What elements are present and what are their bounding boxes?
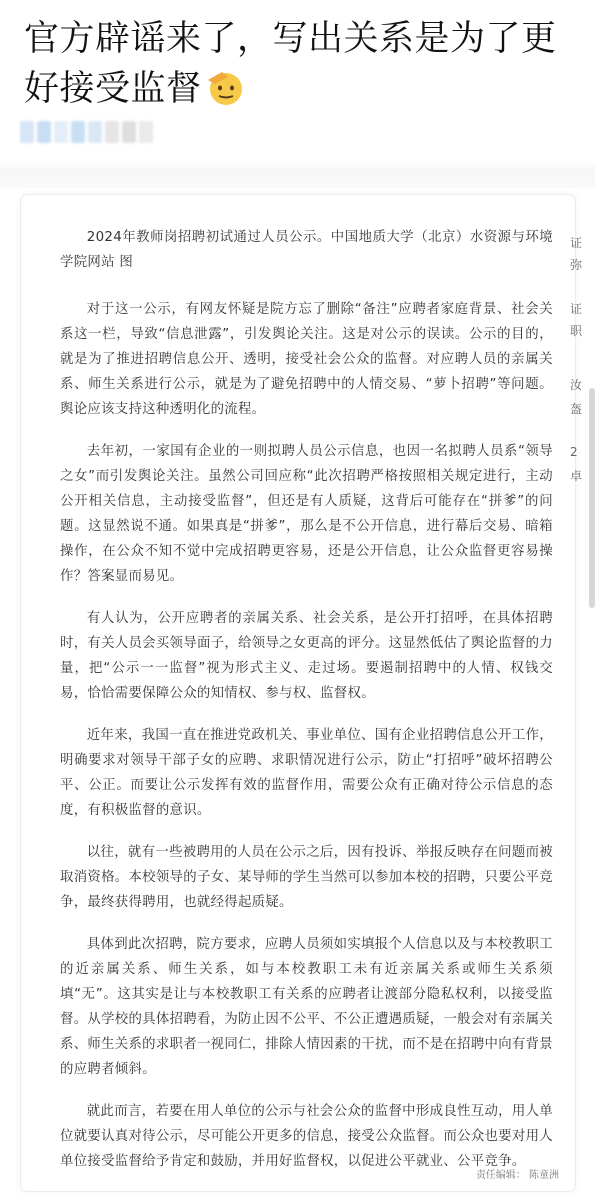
separator-band [0, 160, 595, 188]
side-char: 卓 [570, 469, 583, 483]
article-paragraph: 具体到此次招聘，院方要求，应聘人员须如实填报个人信息以及与本校教职工的近亲属关系、师生关系，如与本校教职工未有近亲属关系或师生关系须填“无”。这其实是让与本校教职工有关系的应聘者让渡部分隐私权利，以接受监督。从学校的具体招聘看，为防止因不公平、不公正遭遇质疑，一般会对有亲属关系、师生关系的求职者一视同仁，排除人情因素的干扰，而不是在招聘中向有背景的应聘者倾斜。 [60, 937, 553, 1077]
side-char: 职 [570, 324, 583, 338]
side-char: 弥 [570, 258, 583, 272]
article-paragraph: 近年来，我国一直在推进党政机关、事业单位、国有企业招聘信息公开工作，明确要求对领导干部子女的应聘、求职情况进行公示，防止“打招呼”破坏招聘公平、公正。而要让公示发挥有效的监督作用，需要公众有正确对待公示信息的态度，有积极监督的意识。 [60, 728, 553, 818]
scrollbar-thumb[interactable] [589, 388, 595, 608]
side-char: 汝 [570, 378, 583, 392]
article-paragraph: 就此而言，若要在用人单位的公示与社会公众的监督中形成良性互动，用人单位就要认真对待公示，尽可能公开更多的信息，接受公众监督。而公众也要对用人单位接受监督给予肯定和鼓励，并用好监督权，以促进公平就业、公平竞争。 [60, 1104, 553, 1169]
article-paragraph: 有人认为，公开应聘者的亲属关系、社会关系，是公开打招呼，在具体招聘时，有关人员会买领导面子，给领导之女更高的评分。这显然低估了舆论监督的力量，把“公示一一监督”视为形式主义、走过场。要遏制招聘中的人情、权钱交易，恰恰需要保障公众的知情权、参与权、监督权。 [60, 611, 553, 701]
side-char: 2 [570, 445, 578, 459]
article-paragraph: 以往，就有一些被聘用的人员在公示之后，因有投诉、举报反映存在问题而被取消资格。本校领导的子女、某导师的学生当然可以参加本校的招聘，只要公平竞争，最终获得聘用，也就经得起质疑。 [60, 845, 553, 910]
editor-credit: 责任编辑： 陈童洲 [475, 1170, 559, 1181]
post-headline [24, 14, 584, 114]
side-char: 证 [570, 302, 583, 316]
article-paragraph: 2024年教师岗招聘初试通过人员公示。中国地质大学（北京）水资源与环境学院网站 图 [60, 230, 553, 270]
article-paragraph: 去年初，一家国有企业的一则拟聘人员公示信息，也因一名拟聘人员系“领导之女”而引发舆论关注。虽然公司回应称“此次招聘严格按照相关规定进行，主动公开相关信息，主动接受监督”，但还是有人质疑，这背后可能存在“拼爹”的问题。这显然说不通。如果真是“拼爹”，那么是不公开信息，进行幕后交易、暗箱操作，在公众不知不觉中完成招聘更容易，还是公开信息，让公众监督更容易操作？答案显而易见。 [60, 444, 553, 584]
side-char: 证 [570, 236, 583, 250]
headline-text: 官方辟谣来了，写出关系是为了更好接受监督 [24, 19, 557, 109]
article-body [60, 225, 553, 1191]
side-char: 盔 [570, 402, 583, 416]
article-paragraph: 对于这一公示，有网友怀疑是院方忘了删除“备注”应聘者家庭背景、社会关系这一栏，导致“信息泄露”，引发舆论关注。这是对公示的误读。公示的目的，就是为了推进招聘信息公开、透明，接受社会公众的监督。对应聘人员的亲属关系、师生关系进行公示，就是为了避免招聘中的人情交易、“萝卜招聘”等问题。舆论应该支持这种透明化的流程。 [60, 302, 553, 417]
saluting-face-icon [206, 68, 246, 108]
blurred-author-meta [20, 121, 153, 145]
